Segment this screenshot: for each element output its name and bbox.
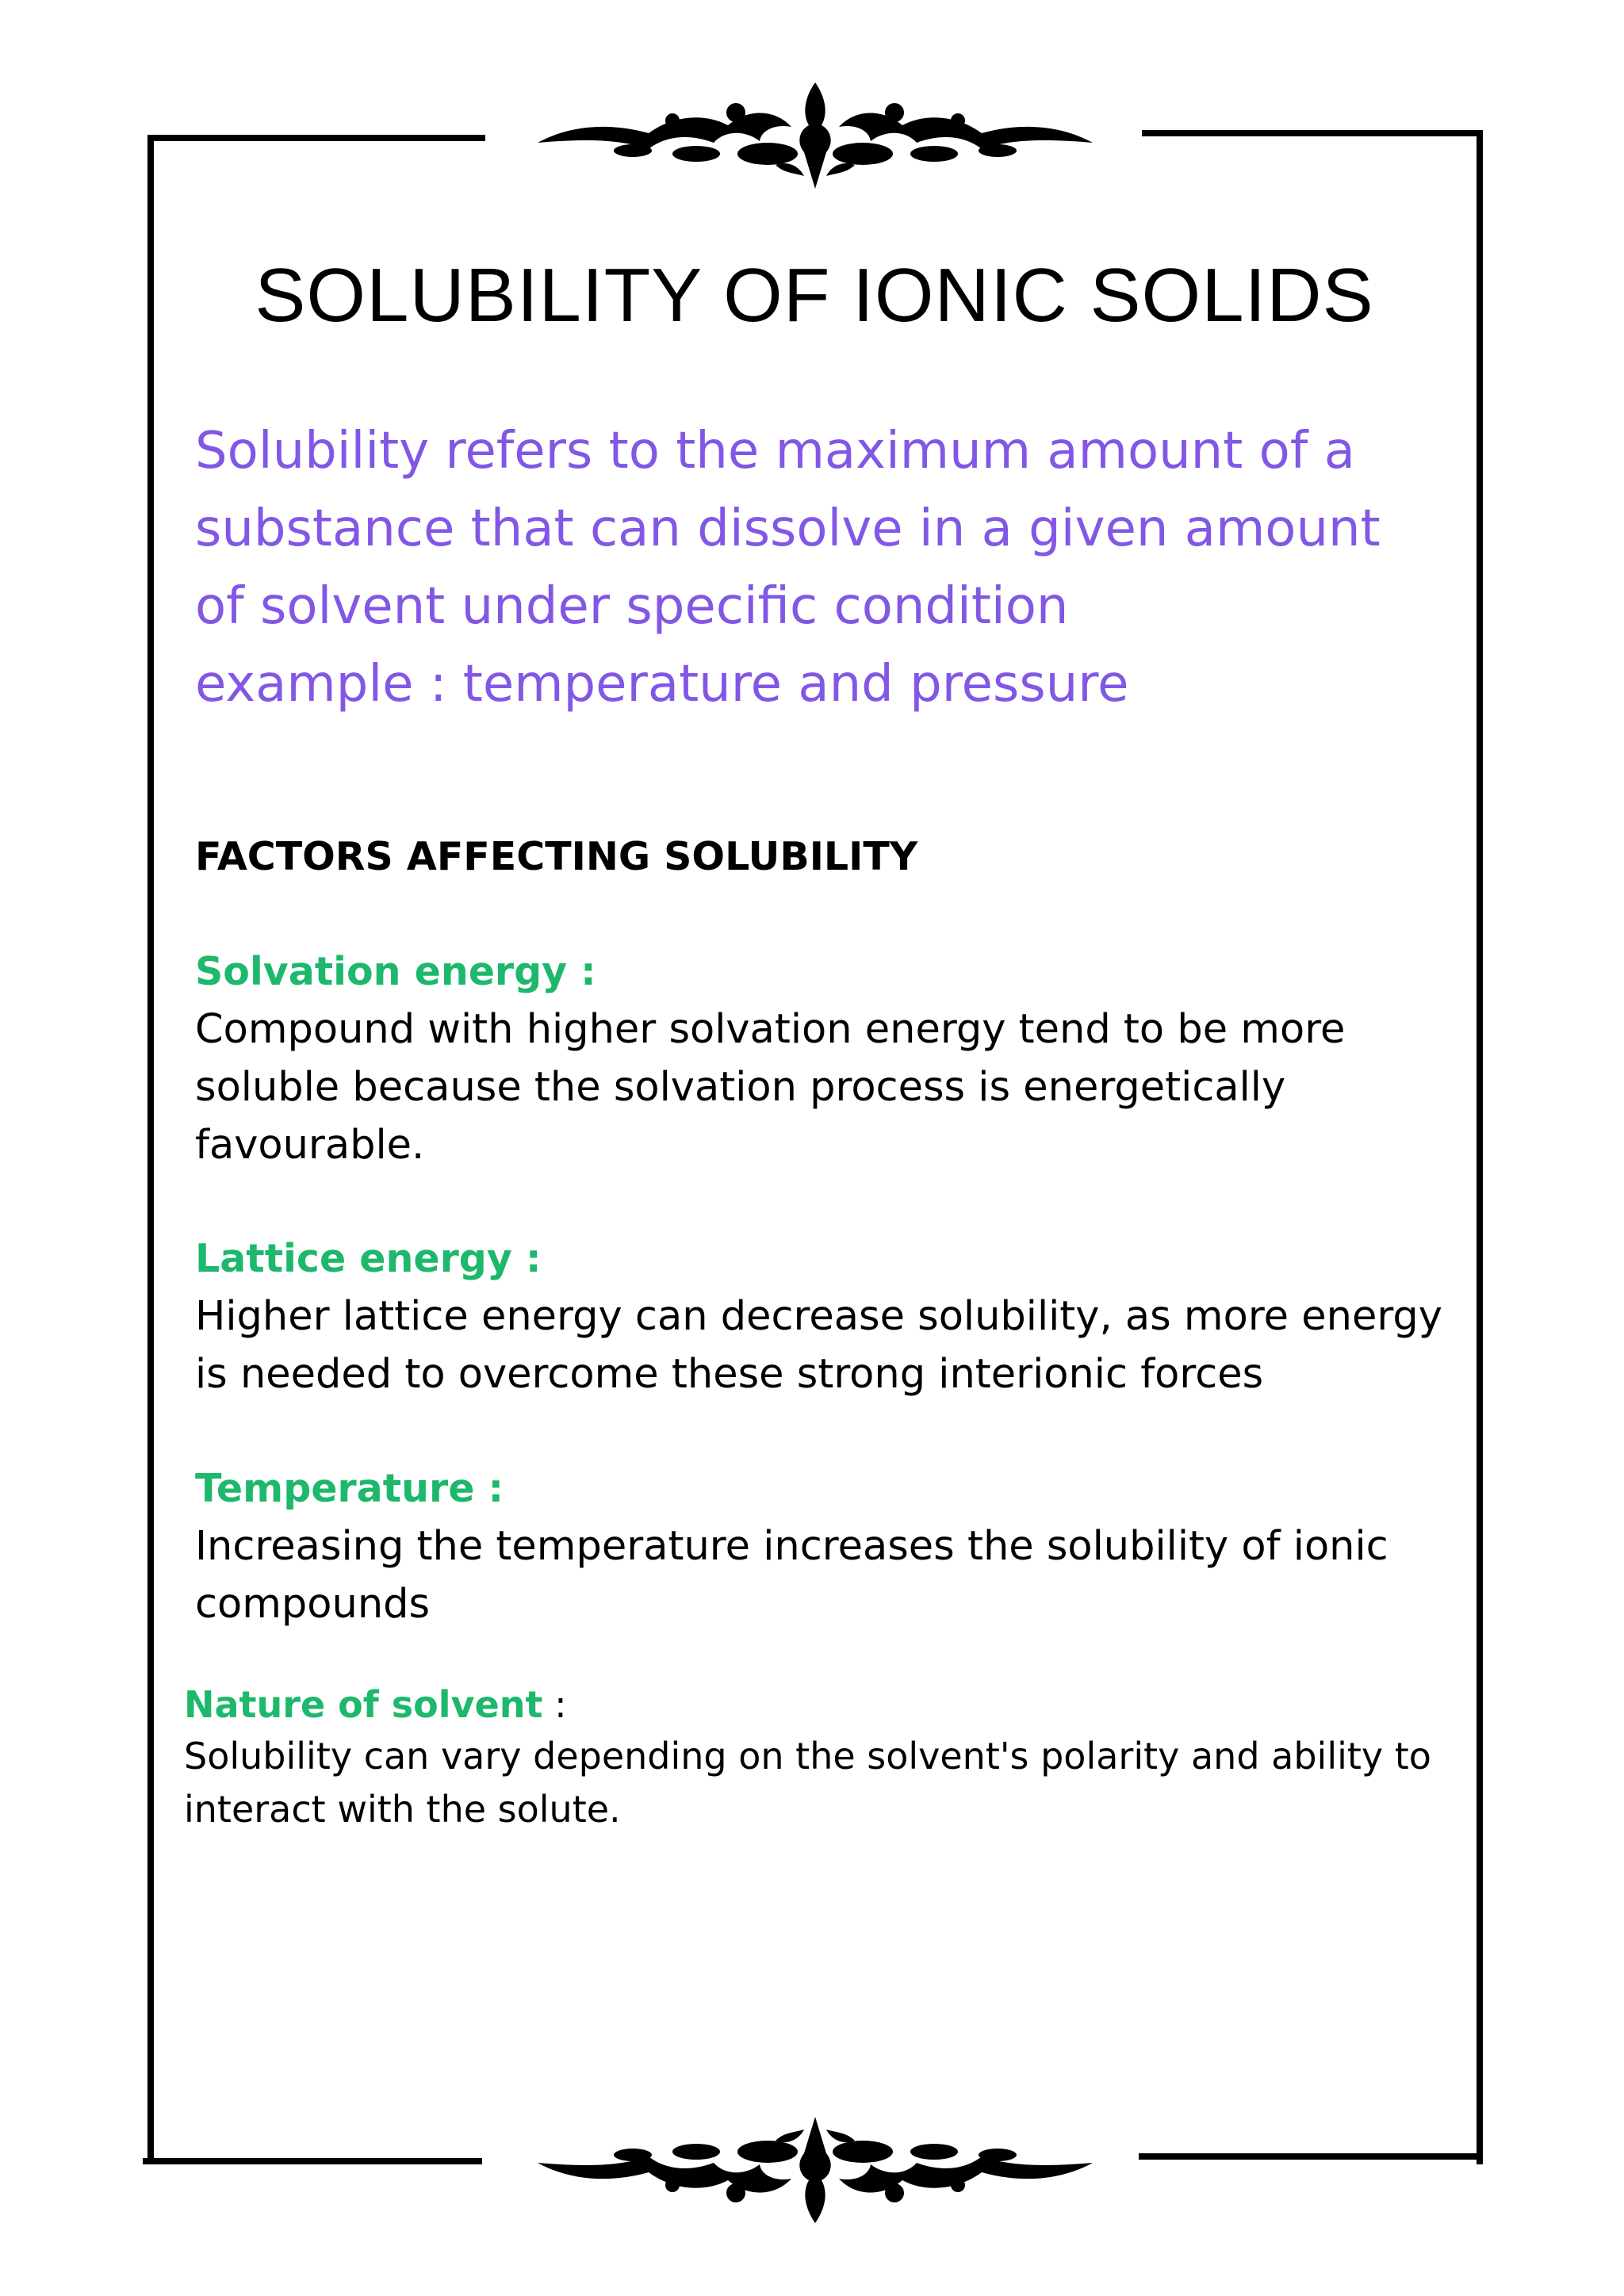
frame-left-line: [147, 135, 154, 2164]
factor-description: [184, 1730, 1431, 1836]
frame-right-line: [1477, 130, 1483, 2164]
factor-title: [184, 1679, 1431, 1730]
factor-description-line: compounds: [195, 1581, 431, 1628]
page-title: SOLUBILITY OF IONIC SOLIDS: [255, 253, 1374, 338]
definition-line: of solvent under specific condition: [195, 577, 1069, 636]
factor-description: [195, 1288, 1442, 1403]
factor-title: Solvation energy :: [195, 949, 596, 994]
factor-title-suffix: :: [542, 1683, 567, 1726]
frame-top-left-line: [147, 135, 485, 141]
factor-description-line: Compound with higher solvation energy tend to be more: [195, 1006, 1346, 1053]
factor-nature-of-solvent: [184, 1679, 1431, 1836]
factor-description-line: soluble because the solvation process is energetically: [195, 1064, 1286, 1111]
factor-description-line: Solubility can vary depending on the solvent's polarity and ability to: [184, 1735, 1431, 1777]
factor-description: [195, 1517, 1388, 1633]
frame-bottom-right-line: [1139, 2153, 1483, 2160]
factor-description-line: is needed to overcome these strong interionic forces: [195, 1351, 1264, 1398]
frame-bottom-left-line: [143, 2158, 482, 2164]
factor-description-line: interact with the solute.: [184, 1788, 621, 1831]
bottom-flourish-ornament: [538, 2109, 1093, 2228]
factor-title: Temperature :: [195, 1466, 504, 1511]
definition-line: substance that can dissolve in a given amount: [195, 499, 1381, 558]
factor-solvation-energy: [195, 943, 1345, 1174]
definition-line: Solubility refers to the maximum amount of a: [195, 422, 1355, 480]
factors-heading: FACTORS AFFECTING SOLUBILITY: [195, 834, 918, 879]
factor-description-line: Higher lattice energy can decrease solubility, as more energy: [195, 1293, 1442, 1340]
factor-lattice-energy: [195, 1230, 1442, 1403]
factor-description-line: Increasing the temperature increases the solubility of ionic: [195, 1523, 1388, 1570]
definition-line: example : temperature and pressure: [195, 655, 1129, 714]
top-flourish-ornament: [538, 78, 1093, 197]
factor-description-line: favourable.: [195, 1122, 425, 1169]
factor-description: [195, 1001, 1345, 1174]
factor-title: Lattice energy :: [195, 1236, 542, 1281]
factor-temperature: [195, 1460, 1388, 1633]
frame-top-right-line: [1142, 130, 1483, 136]
factor-title-text: Nature of solvent: [184, 1683, 543, 1726]
solubility-definition: [195, 412, 1464, 723]
